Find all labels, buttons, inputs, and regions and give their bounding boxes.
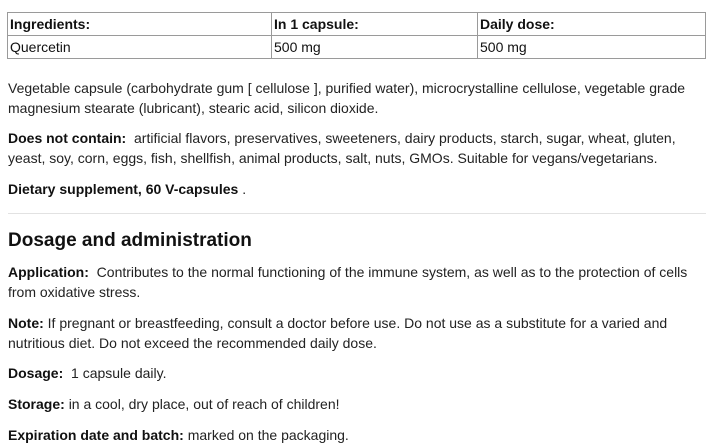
column-header-ingredients: Ingredients:: [8, 13, 272, 36]
dosage-text: 1 capsule daily.: [71, 365, 167, 381]
ingredients-table: [7, 12, 706, 59]
table-row: [8, 36, 706, 59]
per-capsule-cell: 500 mg: [272, 36, 478, 59]
ingredient-name-cell: Quercetin: [8, 36, 272, 59]
application-label: Application:: [8, 264, 89, 280]
storage-label: Storage:: [8, 396, 65, 412]
storage-paragraph: [8, 395, 708, 415]
column-header-daily-dose: Daily dose:: [478, 13, 706, 36]
note-text: If pregnant or breastfeeding, consult a doctor before use. Do not use as a substitute for a varied and nutritious diet. Do not exceed the recommended daily dose.: [8, 315, 668, 351]
storage-text: in a cool, dry place, out of reach of children!: [68, 396, 340, 412]
dosage-label: Dosage:: [8, 365, 64, 381]
supplement-paragraph: [8, 180, 708, 200]
dosage-paragraph: [8, 364, 708, 384]
expiration-text: marked on the packaging.: [187, 427, 349, 443]
does-not-contain-paragraph: [8, 129, 708, 168]
expiration-paragraph: [8, 426, 708, 446]
note-paragraph: [8, 314, 708, 353]
section-heading: Dosage and administration: [8, 230, 252, 251]
application-paragraph: [8, 263, 708, 302]
column-header-per-capsule: In 1 capsule:: [272, 13, 478, 36]
supplement-suffix: .: [242, 181, 247, 197]
supplement-label: Dietary supplement, 60 V-capsules: [8, 181, 239, 197]
daily-dose-cell: 500 mg: [478, 36, 706, 59]
application-text: Contributes to the normal functioning of the immune system, as well as to the protection of cells from oxidative stress.: [8, 264, 688, 300]
section-divider: [8, 213, 706, 214]
table-header-row: [8, 13, 706, 36]
composition-text: Vegetable capsule (carbohydrate gum [ cellulose ], purified water), microcrystalline cellulose, vegetable grade magnesium stearate (lubricant), stearic acid, silicon dioxide.: [8, 80, 686, 116]
does-not-contain-text: artificial flavors, preservatives, sweeteners, dairy products, starch, sugar, wheat, gluten, yeast, soy, corn, eggs, fish, shellfish, animal products, salt, nuts, GMOs. Suitable for vegans/vegetarians.: [8, 130, 676, 166]
note-label: Note:: [8, 315, 44, 331]
does-not-contain-label: Does not contain:: [8, 130, 127, 146]
expiration-label: Expiration date and batch:: [8, 427, 184, 443]
